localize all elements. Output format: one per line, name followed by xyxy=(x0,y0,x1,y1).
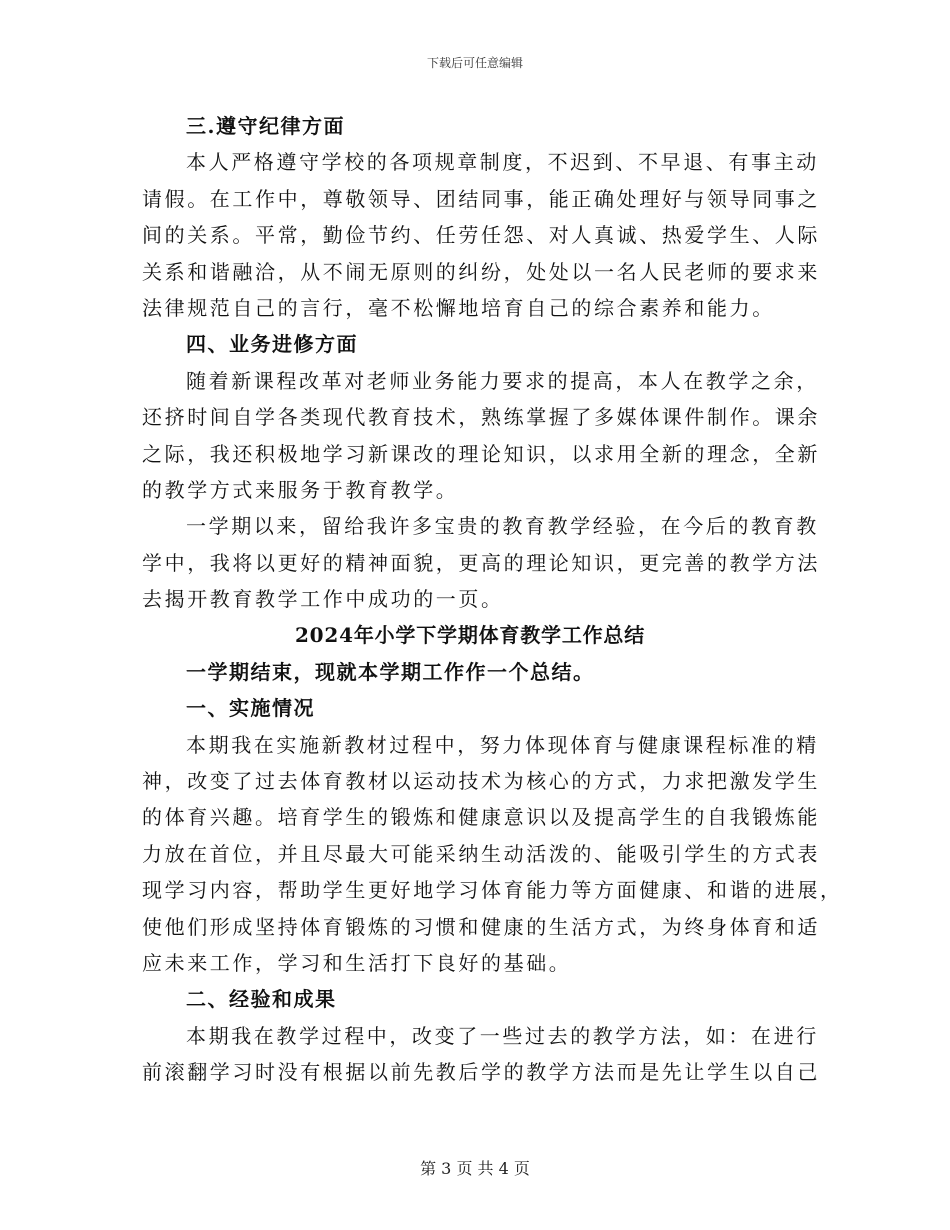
body-line: 现学习内容，帮助学生更好地学习体育能力等方面健康、和谐的进展， xyxy=(142,878,843,903)
body-line: 法律规范自己的言行，毫不松懈地培育自己的综合素养和能力。 xyxy=(142,295,775,320)
body-line: 使他们形成坚持体育锻炼的习惯和健康的生活方式，为终身体育和适 xyxy=(142,914,820,939)
body-line: 间的关系。平常，勤俭节约、任劳任怨、对人真诚、热爱学生、人际 xyxy=(142,223,820,248)
paragraph-first-line: 本期我在教学过程中，改变了一些过去的教学方法，如：在进行 xyxy=(186,1023,819,1048)
body-line: 力放在首位，并且尽最大可能采纳生动活泼的、能吸引学生的方式表 xyxy=(142,841,820,866)
section-heading: 一学期结束，现就本学期工作作一个总结。 xyxy=(186,659,595,684)
body-line: 应未来工作，学习和生活打下良好的基础。 xyxy=(142,950,572,975)
section-heading: 三.遵守纪律方面 xyxy=(186,114,345,138)
paragraph-first-line: 一学期以来，留给我许多宝贵的教育教学经验，在今后的教育教 xyxy=(186,514,819,539)
body-line: 前滚翻学习时没有根据以前先教后学的教学方法而是先让学生以自己 xyxy=(142,1060,820,1085)
section-heading: 一、实施情况 xyxy=(186,696,315,721)
body-line: 神，改变了过去体育教材以运动技术为核心的方式，力求把激发学生 xyxy=(142,769,820,794)
document-body xyxy=(142,108,843,1091)
body-line: 之际，我还积极地学习新课改的理论知识，以求用全新的理念，全新 xyxy=(142,441,820,466)
paragraph-first-line: 本人严格遵守学校的各项规章制度，不迟到、不早退、有事主动 xyxy=(186,150,819,175)
body-line: 去揭开教育教学工作中成功的一页。 xyxy=(142,587,504,612)
body-line: 学中，我将以更好的精神面貌，更高的理论知识，更完善的教学方法 xyxy=(142,550,820,575)
paragraph-first-line: 随着新课程改革对老师业务能力要求的提高，本人在教学之余， xyxy=(186,368,819,393)
page-footer: 第 3 页 共 4 页 xyxy=(420,1159,530,1178)
document-title: 2024年小学下学期体育教学工作总结 xyxy=(294,623,646,648)
paragraph-first-line: 本期我在实施新教材过程中，努力体现体育与健康课程标准的精 xyxy=(186,732,819,757)
body-line: 关系和谐融洽，从不闹无原则的纠纷，处处以一名人民老师的要求来 xyxy=(142,259,820,284)
section-heading: 四、业务进修方面 xyxy=(186,332,358,357)
section-heading: 二、经验和成果 xyxy=(186,987,337,1012)
body-line: 的体育兴趣。培育学生的锻炼和健康意识以及提高学生的自我锻炼能 xyxy=(142,805,820,830)
body-line: 请假。在工作中，尊敬领导、团结同事，能正确处理好与领导同事之 xyxy=(142,186,820,211)
page-header: 下载后可任意编辑 xyxy=(426,56,523,70)
body-line: 还挤时间自学各类现代教育技术，熟练掌握了多媒体课件制作。课余 xyxy=(142,405,820,430)
body-line: 的教学方式来服务于教育教学。 xyxy=(142,477,459,502)
